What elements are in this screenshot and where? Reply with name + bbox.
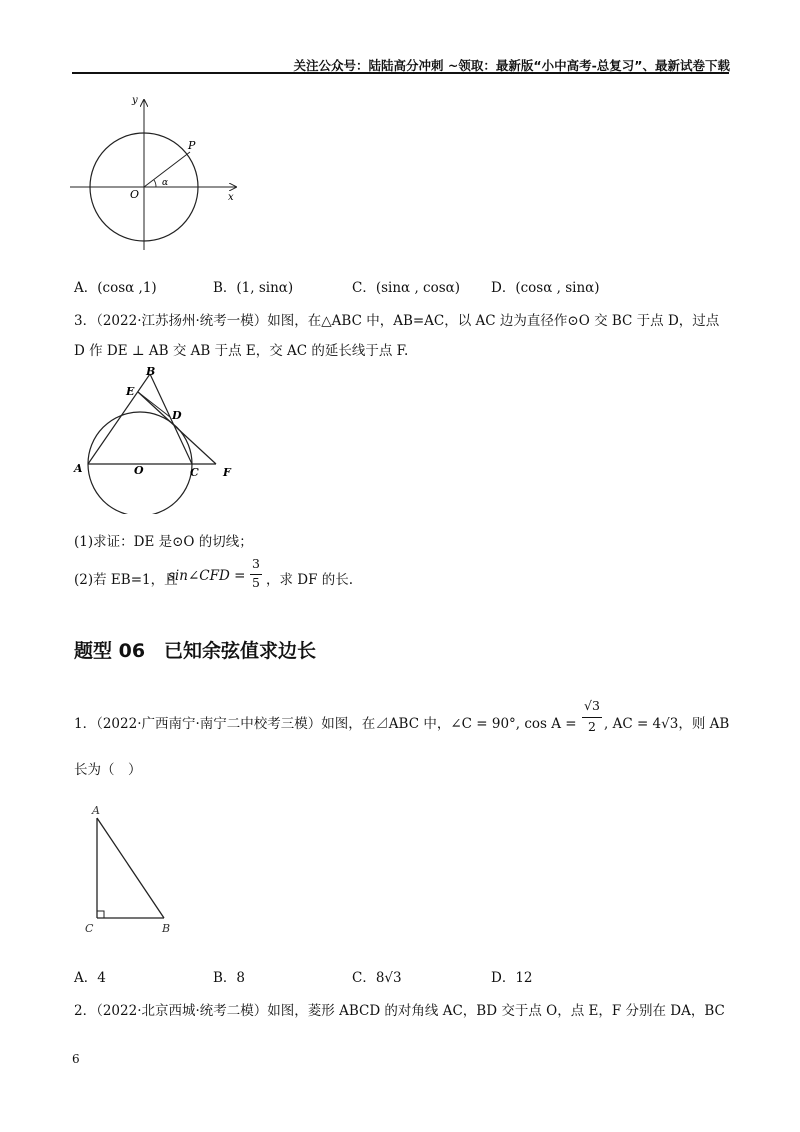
q1-option-b: B．8 [213,970,246,986]
q3-sub-2-prefix: (2)若 EB=1，且 [74,572,178,588]
label-a: A [92,804,100,817]
side-bc [150,374,192,464]
q2-option-a: A．(cosα ,1) [74,280,157,296]
q3-sub-2-expr: sin∠CFD = [168,568,246,584]
q1-option-a: A．4 [74,970,106,986]
q1-line-1-prefix: 1．（2022·广西南宁·南宁二中校考三模）如图，在⊿ABC 中，∠C = 90°, cos A = [74,716,577,732]
alpha-label: α [162,178,169,188]
side-ab [97,818,164,918]
q3-sub-1: (1)求证：DE 是⊙O 的切线； [74,534,253,550]
q3-fraction-denominator: 5 [252,575,260,590]
q3-line-1: 3．（2022·江苏扬州·统考一模）如图，在△ABC 中，AB=AC，以 AC 边为直径作⊙O 交 BC 于点 D，过点 [74,313,720,329]
q1-line-1-suffix: , AC = 4√3，则 AB [604,716,730,732]
section-title: 题型 06 已知余弦值求边长 [74,640,317,662]
label-d: D [172,409,182,422]
q1-line-1 [74,700,730,740]
point-p-label: P [188,139,196,152]
q1-option-c: C．8√3 [352,970,402,986]
label-b: B [162,922,171,935]
label-f: F [223,466,231,479]
q1-option-d: D．12 [491,970,533,986]
q3-sub-2-suffix: ，求 DF 的长. [266,572,354,588]
q2-option-d: D．(cosα , sinα) [491,280,600,296]
label-e: E [126,385,135,398]
origin-label: O [130,188,140,201]
q2-option-c: C．(sinα , cosα) [352,280,461,296]
triangle-circle-figure [66,364,246,514]
unit-circle-figure [70,92,250,252]
label-c: C [190,466,199,479]
segment-ed [138,392,170,417]
q1-line-2: 长为（ ） [74,762,142,778]
q3-line-2: D 作 DE ⊥ AB 交 AB 于点 E，交 AC 的延长线于点 F. [74,343,409,359]
side-ab [88,374,150,464]
header-rule [72,72,729,74]
label-c: C [85,922,94,935]
right-angle-mark [97,911,104,918]
q1-fraction-bar [582,717,602,718]
x-axis-label: x [228,192,234,203]
q3-fraction-numerator: 3 [252,556,260,571]
label-a: A [74,462,83,475]
q1-fraction-numerator: √3 [584,698,600,713]
angle-arc [154,180,156,187]
label-o: O [134,464,144,477]
page-header: 关注公众号：陆陆高分冲刺 ~领取：最新版“小中高考-总复习”、最新试卷下载 [293,58,730,73]
q2b-line-1: 2．（2022·北京西城·统考二模）如图，菱形 ABCD 的对角线 AC，BD 交于点 O，点 E，F 分别在 DA，BC [74,1003,725,1019]
page-number: 6 [72,1052,80,1066]
q2-option-b: B．(1, sinα) [213,280,294,296]
label-b: B [146,365,156,378]
line-ef [138,392,216,464]
q1-fraction-denominator: 2 [588,719,596,734]
right-triangle-figure [80,800,190,940]
y-axis-label: y [132,95,138,106]
